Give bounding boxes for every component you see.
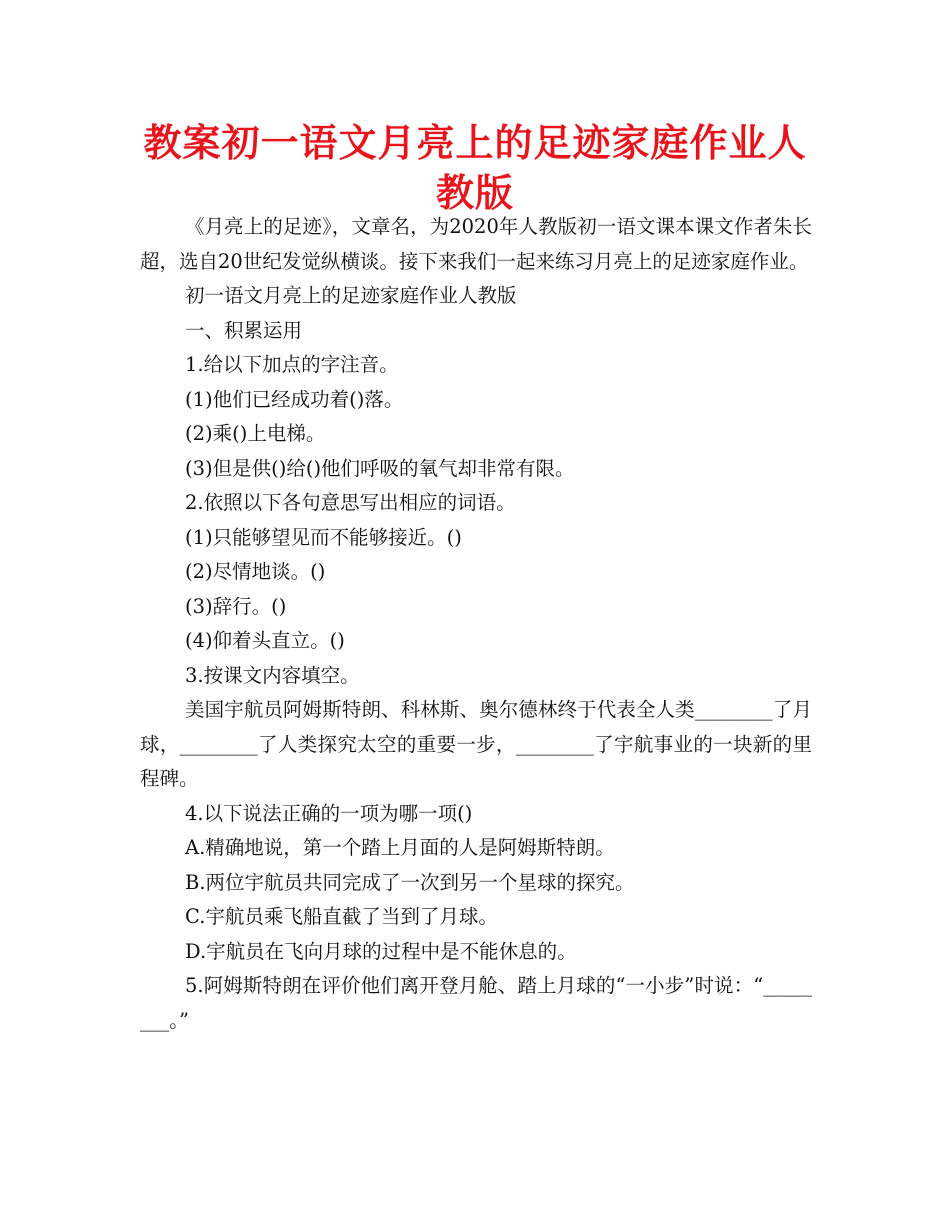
question-2-item-1: (1)只能够望见而不能够接近。() bbox=[185, 525, 462, 549]
question-1-item-3: (3)但是供()给()他们呼吸的氧气却非常有限。 bbox=[185, 456, 575, 480]
question-1: 1.给以下加点的字注音。 bbox=[185, 353, 399, 376]
subtitle-line: 初一语文月亮上的足迹家庭作业人教版 bbox=[185, 284, 517, 307]
question-1-item-2: (2)乘()上电梯。 bbox=[185, 422, 326, 445]
question-4: 4.以下说法正确的一项为哪一项() bbox=[185, 801, 473, 825]
question-4-option-a: A.精确地说，第一个踏上月面的人是阿姆斯特朗。 bbox=[185, 836, 615, 859]
question-4-option-d: D.宇航员在飞向月球的过程中是不能休息的。 bbox=[185, 939, 577, 963]
section-heading: 一、积累运用 bbox=[185, 318, 303, 342]
question-2-item-3: (3)辞行。() bbox=[185, 594, 287, 618]
question-3: 3.按课文内容填空。 bbox=[185, 663, 360, 687]
question-2-item-2: (2)尽情地谈。() bbox=[185, 560, 326, 583]
document-title: 教案初一语文月亮上的足迹家庭作业人教版 bbox=[143, 121, 807, 215]
question-1-item-1: (1)他们已经成功着()落。 bbox=[185, 387, 404, 411]
question-3-text: 美国宇航员阿姆斯特朗、科林斯、奥尔德林终于代表全人类________了月球，________了人类探究太空的重要一步，________了宇航事业的一块新的里程碑。 bbox=[140, 698, 812, 790]
question-4-option-c: C.宇航员乘飞船直截了当到了月球。 bbox=[185, 905, 498, 928]
intro-paragraph: 《月亮上的足迹》，文章名，为2020年人教版初一语文课本课文作者朱长超，选自20世纪发觉纵横谈。接下来我们一起来练习月亮上的足迹家庭作业。 bbox=[140, 215, 812, 273]
question-2: 2.依照以下各句意思写出相应的词语。 bbox=[185, 491, 516, 514]
document-body bbox=[140, 210, 812, 1038]
question-5: 5.阿姆斯特朗在评价他们离开登月舱、踏上月球的“一小步”时说：“________。” bbox=[140, 974, 812, 1032]
question-2-item-4: (4)仰着头直立。() bbox=[185, 629, 345, 652]
question-4-option-b: B.两位宇航员共同完成了一次到另一个星球的探究。 bbox=[185, 870, 635, 894]
